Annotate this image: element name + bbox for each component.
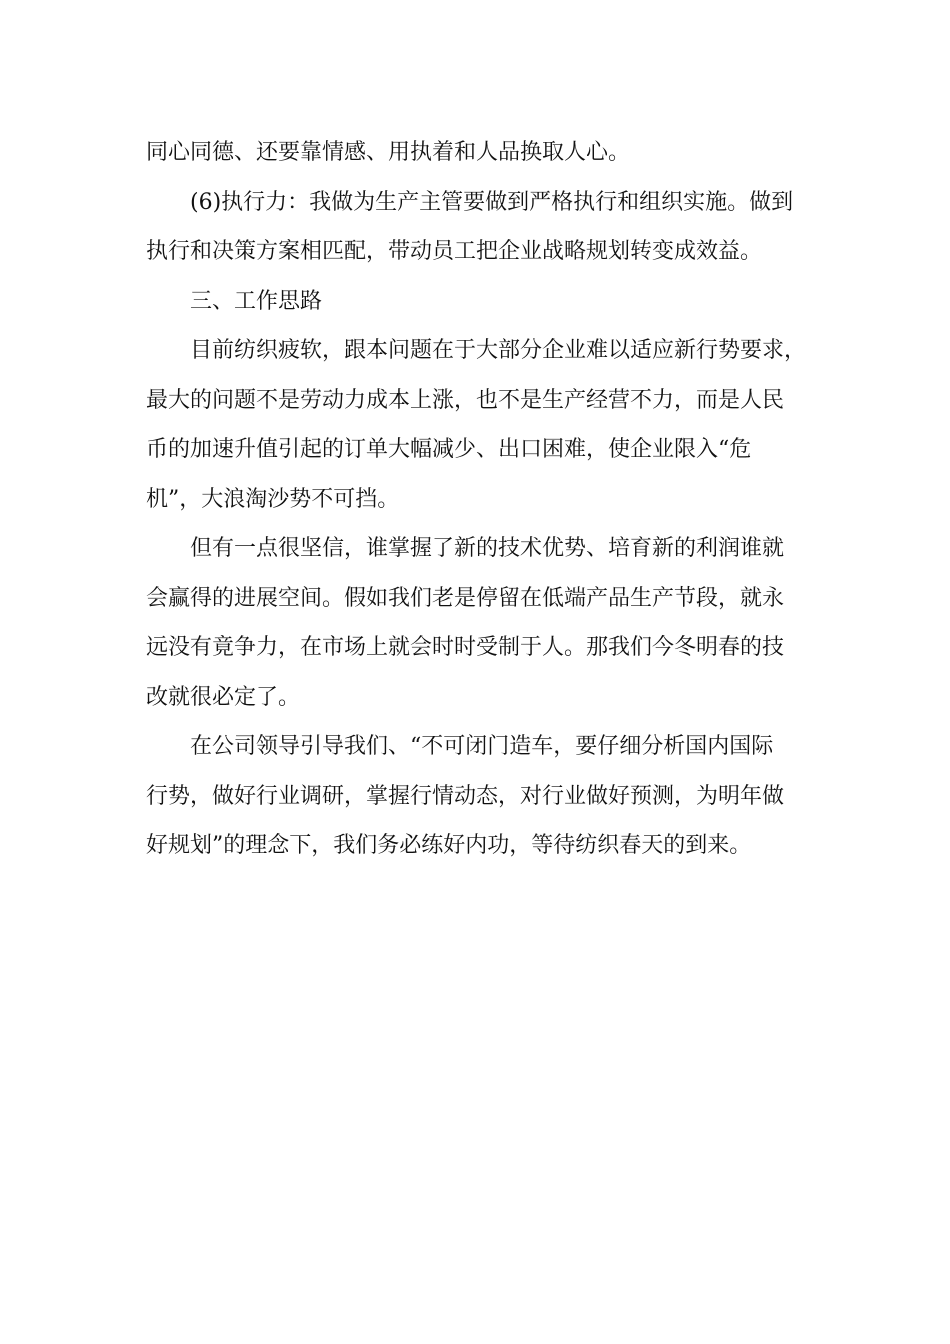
text-line: 行势，做好行业调研，掌握行情动态，对行业做好预测，为明年做	[146, 783, 785, 809]
text-line: 执行和决策方案相匹配，带动员工把企业战略规划转变成效益。	[146, 239, 763, 264]
text-line: 在公司领导引导我们、“不可闭门造车，要仔细分析国内国际	[190, 734, 774, 759]
text-line: 目前纺织疲软，跟本问题在于大部分企业难以适应新行势要求，	[190, 338, 807, 363]
text-line: 机”，大浪淘沙势不可挡。	[146, 486, 400, 512]
text-line: 好规划”的理念下，我们务必练好内功，等待纺织春天的到来。	[146, 833, 752, 858]
text-line: 会赢得的进展空间。假如我们老是停留在低端产品生产节段，就永	[146, 585, 785, 611]
document-body	[146, 128, 826, 871]
text-line: 币的加速升值引起的订单大幅减少、出口困难，使企业限入“危	[146, 437, 752, 462]
text-line: 同心同德、还要靠情感、用执着和人品换取人心。	[146, 140, 631, 165]
text-line: 改就很必定了。	[146, 684, 301, 710]
text-line: (6)执行力：我做为生产主管要做到严格执行和组织实施。做到	[190, 189, 794, 215]
section-heading: 三、工作思路	[190, 288, 323, 314]
text-line: 但有一点很坚信，谁掌握了新的技术优势、培育新的利润谁就	[190, 536, 785, 561]
text-line: 最大的问题不是劳动力成本上涨，也不是生产经营不力，而是人民	[146, 387, 785, 413]
text-line: 远没有竟争力，在市场上就会时时受制于人。那我们今冬明春的技	[146, 635, 785, 660]
